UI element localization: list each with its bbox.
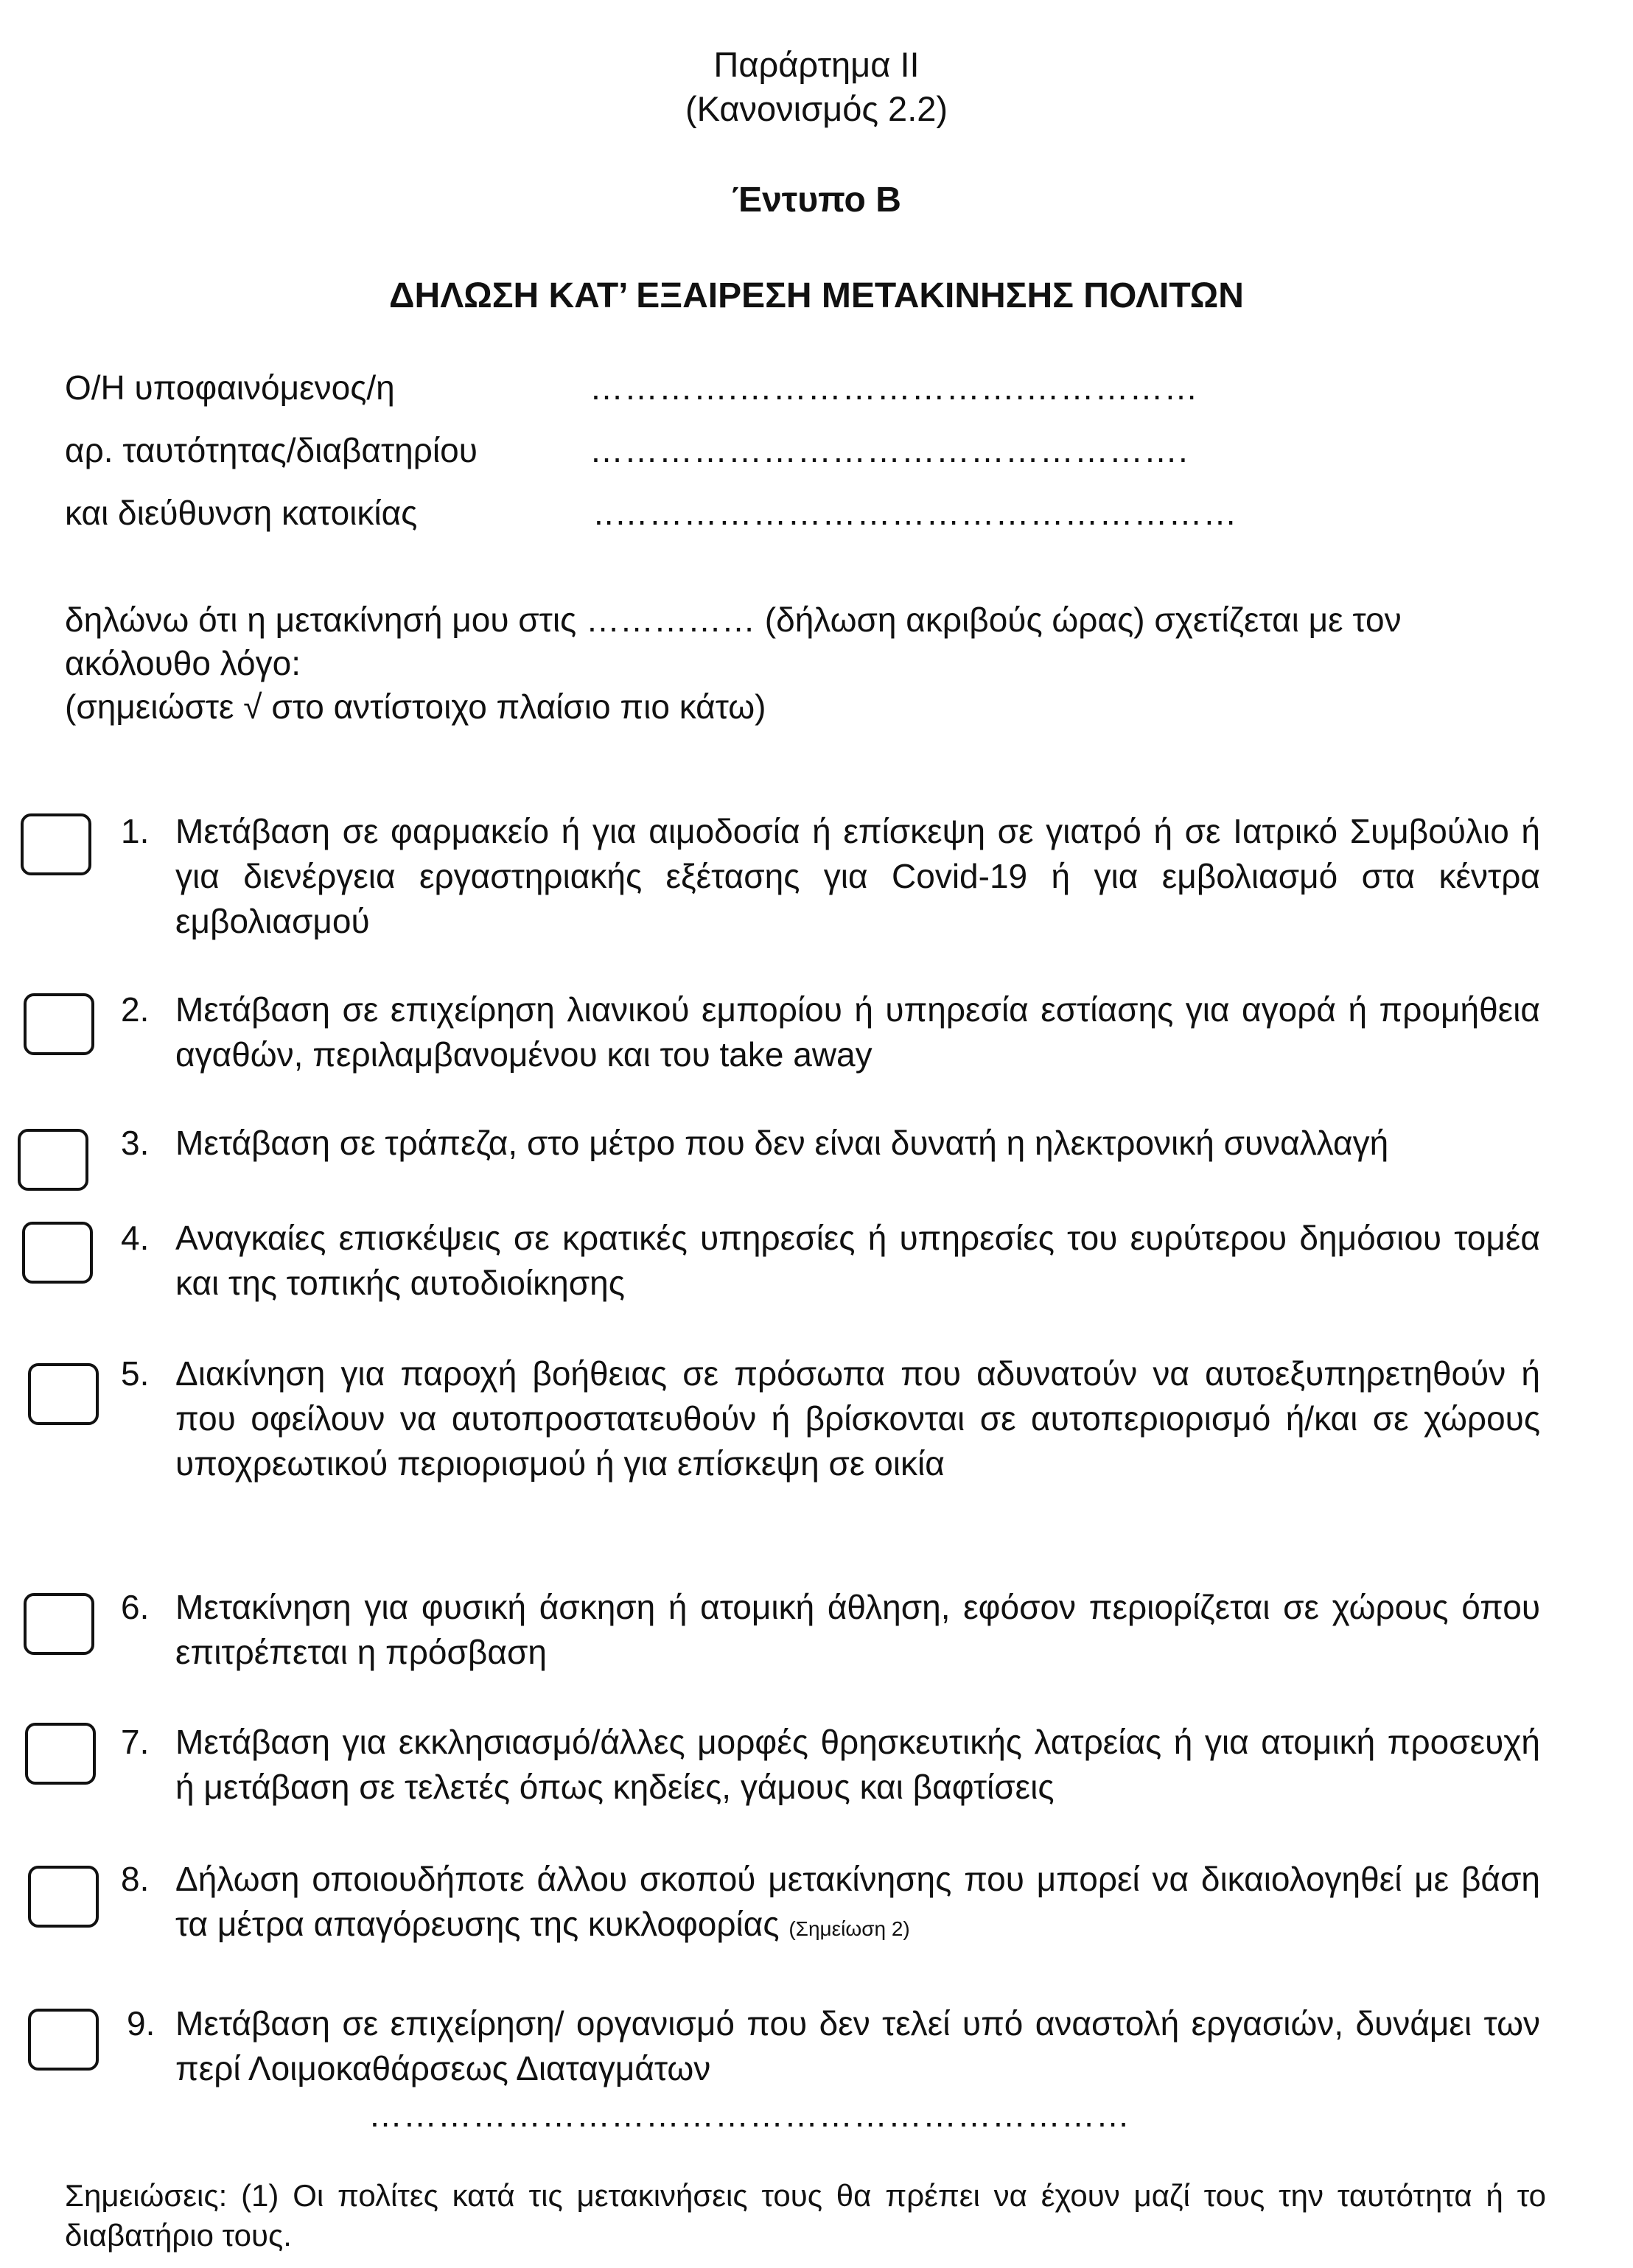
option-7-number: 7. (121, 1723, 150, 1761)
option-1-number: 1. (121, 812, 150, 850)
option-3-number: 3. (121, 1124, 150, 1162)
address-field[interactable]: ..……………………………………………… (594, 494, 1238, 532)
name-field-label: Ο/Η υποφαινόμενος/η (65, 368, 395, 407)
notes-text: Σημειώσεις: (1) Οι πολίτες κατά τις μετακινήσεις τους θα πρέπει να έχουν μαζί τους την ταυτότητα ή το διαβατήριο τους. (65, 2178, 1546, 2253)
option-2-number: 2. (121, 990, 150, 1029)
annex-reference: (Κανονισμός 2.2) (685, 89, 948, 128)
option-8-number: 8. (121, 1860, 150, 1898)
option-6-checkbox[interactable] (24, 1593, 94, 1655)
option-8-text (175, 1857, 1540, 1951)
option-3-checkbox[interactable] (18, 1129, 88, 1191)
id-number-field-label: αρ. ταυτότητας/διαβατηρίου (65, 431, 478, 469)
declaration-text-continued: ακόλουθο λόγο: (65, 644, 301, 682)
option-8-checkbox[interactable] (28, 1866, 99, 1928)
option-1-checkbox[interactable] (21, 813, 91, 875)
option-7-checkbox[interactable] (25, 1723, 96, 1785)
option-4-checkbox[interactable] (22, 1222, 93, 1284)
option-3-text: Μετάβαση σε τράπεζα, στο μέτρο που δεν είναι δυνατή η ηλεκτρονική συναλλαγή (175, 1124, 1389, 1162)
id-number-field[interactable]: ……………………………………………. (590, 431, 1189, 469)
option-4-text: Αναγκαίες επισκέψεις σε κρατικές υπηρεσίες ή υπηρεσίες του ευρύτερου δημόσιου τομέα και της τοπικής αυτοδιοίκησης (175, 1219, 1540, 1302)
option-4-number: 4. (121, 1219, 150, 1257)
name-field[interactable]: ………….…………………….…………… (590, 368, 1199, 407)
document-heading: ΔΗΛΩΣΗ ΚΑΤ’ ΕΞΑΙΡΕΣΗ ΜΕΤΑΚΙΝΗΣΗΣ ΠΟΛΙΤΩΝ (389, 276, 1244, 315)
option-6-number: 6. (121, 1588, 150, 1626)
declaration-text: δηλώνω ότι η μετακίνησή μου στις …………… (δήλωση ακριβούς ώρας) σχετίζεται με τον (65, 601, 1402, 639)
option-8-main-text: Δήλωση οποιουδήποτε άλλου σκοπού μετακίνησης που μπορεί να δικαιολογηθεί με βάση τα μέτρα απαγόρευσης της κυκλοφορίας (175, 1860, 1540, 1943)
annex-title: Παράρτημα ΙΙ (713, 45, 920, 84)
signature-line[interactable]: ………………………………………………………… (368, 2096, 1130, 2134)
checkbox-instruction: (σημειώστε √ στο αντίστοιχο πλαίσιο πιο κάτω) (65, 687, 766, 726)
option-9-checkbox[interactable] (28, 2009, 99, 2071)
option-9-text: Μετάβαση σε επιχείρηση/ οργανισμό που δεν τελεί υπό αναστολή εργασιών, δυνάμει των περί Λοιμοκαθάρσεως Διαταγμάτων (175, 2004, 1540, 2087)
option-2-checkbox[interactable] (24, 993, 94, 1055)
option-7-text: Μετάβαση για εκκλησιασμό/άλλες μορφές θρησκευτικής λατρείας ή για ατομική προσευχή ή μετάβαση σε τελετές όπως κηδείες, γάμους και βαφτίσεις (175, 1723, 1540, 1806)
option-2-text: Μετάβαση σε επιχείρηση λιανικού εμπορίου ή υπηρεσία εστίασης για αγορά ή προμήθεια αγαθών, περιλαμβανομένου και του take away (175, 990, 1540, 1074)
option-5-checkbox[interactable] (28, 1363, 99, 1425)
address-field-label: και διεύθυνση κατοικίας (65, 494, 418, 532)
option-5-text: Διακίνηση για παροχή βοήθειας σε πρόσωπα που αδυνατούν να αυτοεξυπηρετηθούν ή που οφείλουν να αυτοπροστατευθούν ή βρίσκονται σε αυτοπεριορισμό ή/και σε χώρους υποχρεωτικού περιορισμού ή για επίσκεψη σε οικία (175, 1354, 1540, 1483)
option-5-number: 5. (121, 1354, 150, 1393)
option-1-text: Μετάβαση σε φαρμακείο ή για αιμοδοσία ή επίσκεψη σε γιατρό ή σε Ιατρικό Συμβούλιο ή για διενέργεια εργαστηριακής εξέτασης για Covid-19 ή για εμβολιασμό στα κέντρα εμβολιασμού (175, 812, 1540, 940)
form-name: Έντυπο Β (732, 181, 901, 220)
option-8-note-reference: (Σημείωση 2) (788, 1917, 910, 1940)
option-6-text: Μετακίνηση για φυσική άσκηση ή ατομική άθληση, εφόσον περιορίζεται σε χώρους όπου επιτρέπεται η πρόσβαση (175, 1588, 1540, 1671)
option-9-number: 9. (127, 2004, 155, 2043)
